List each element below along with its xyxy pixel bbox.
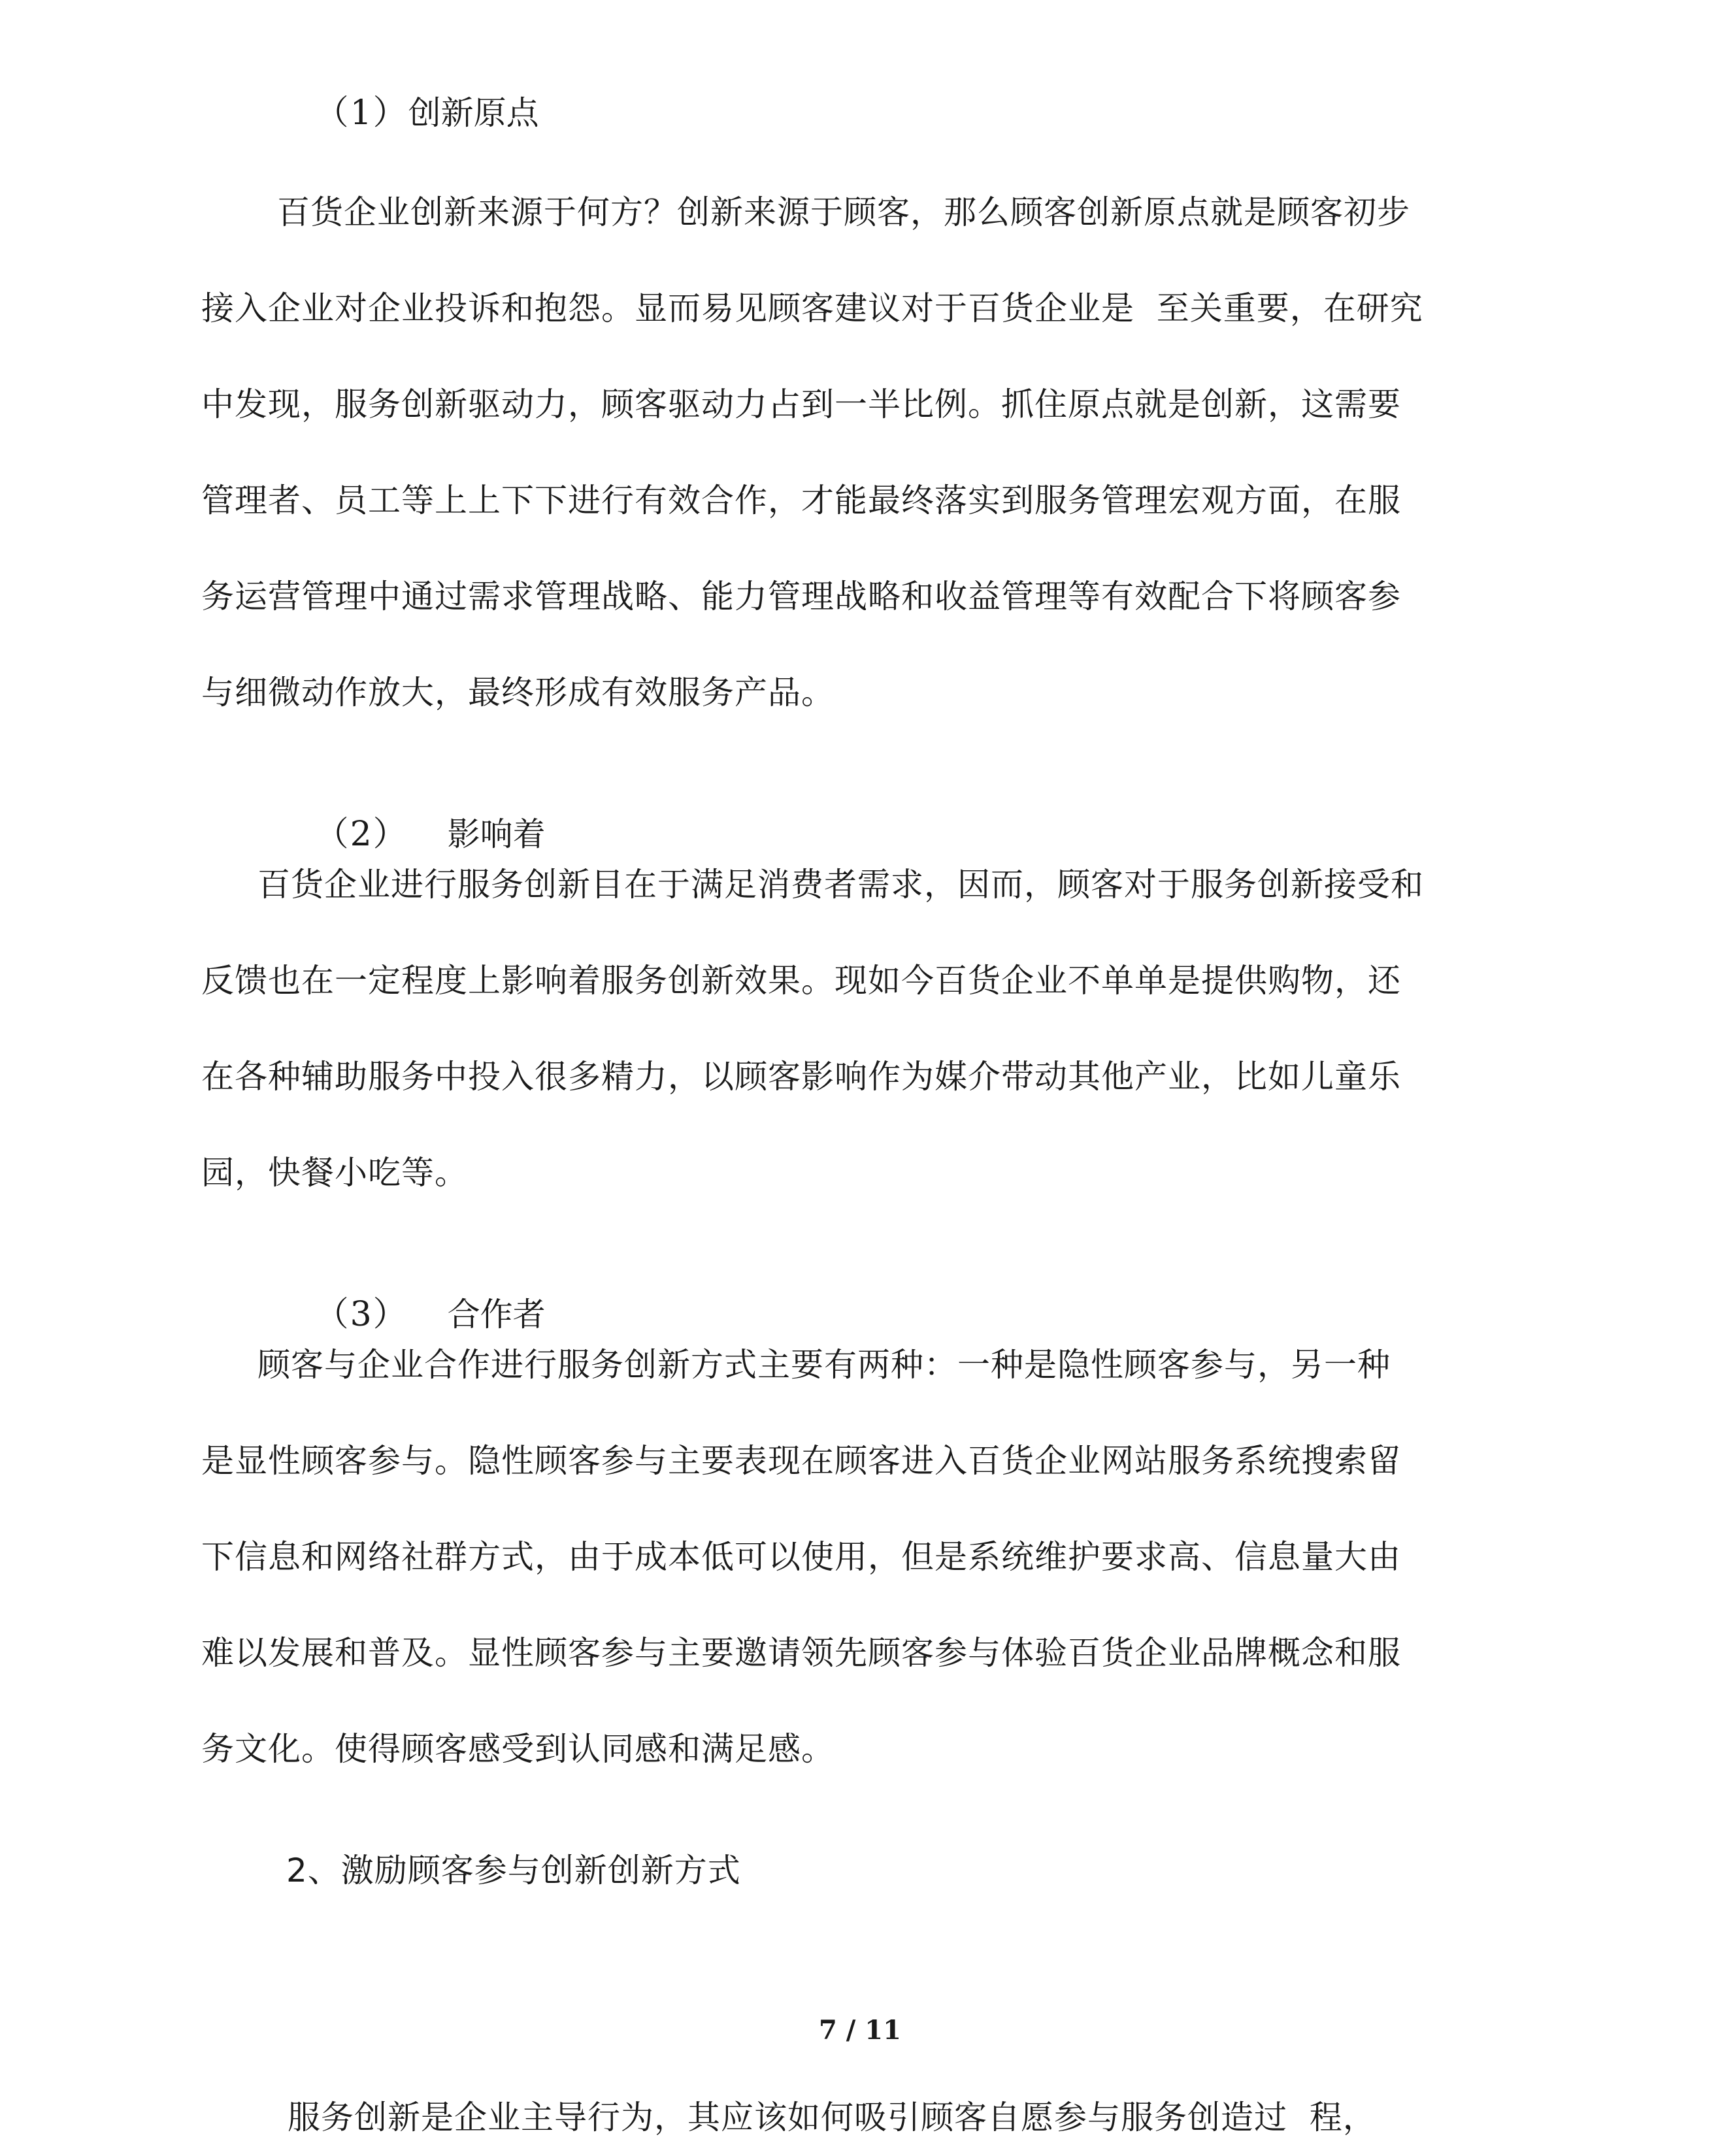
paragraph-line: 与细微动作放大，最终形成有效服务产品。 bbox=[201, 674, 835, 711]
paragraph-line: 服务创新是企业主导行为，其应该如何吸引顾客自愿参与服务创造过 程， bbox=[288, 2099, 1376, 2136]
section-title-2: 影响着 bbox=[447, 815, 546, 853]
page-number: 7 / 11 bbox=[819, 2015, 901, 2046]
section-heading-1 bbox=[273, 44, 539, 182]
section-title-1: 创新原点 bbox=[408, 94, 539, 132]
paragraph-line: 中发现，服务创新驱动力，顾客驱动力占到一半比例。抓住原点就是创新，这需要 bbox=[201, 385, 1401, 423]
paragraph-line: 管理者、员工等上上下下进行有效合作，才能最终落实到服务管理宏观方面，在服 bbox=[201, 482, 1401, 519]
paragraph-line: 在各种辅助服务中投入很多精力，以顾客影响作为媒介带动其他产业，比如儿童乐 bbox=[201, 1058, 1401, 1096]
paragraph-line: 接入企业对企业投诉和抱怨。显而易见顾客建议对于百货企业是 至关重要，在研究 bbox=[201, 289, 1423, 327]
paragraph-line: 是显性顾客参与。隐性顾客参与主要表现在顾客进入百货企业网站服务系统搜索留 bbox=[201, 1442, 1401, 1480]
paragraph-line: 务文化。使得顾客感受到认同感和满足感。 bbox=[201, 1730, 835, 1768]
paragraph-line: 顾客与企业合作进行服务创新方式主要有两种：一种是隐性顾客参与，另一种 bbox=[257, 1346, 1391, 1384]
paragraph-line: 反馈也在一定程度上影响着服务创新效果。现如今百货企业不单单是提供购物，还 bbox=[201, 962, 1401, 1000]
paragraph-line: 园，快餐小吃等。 bbox=[201, 1154, 468, 1192]
subheading: 2、激励顾客参与创新创新方式 bbox=[286, 1852, 741, 1889]
section-number-1: （1） bbox=[314, 93, 408, 133]
paragraph-line: 务运营管理中通过需求管理战略、能力管理战略和收益管理等有效配合下将顾客参 bbox=[201, 578, 1401, 615]
section-number-2: （2） bbox=[314, 815, 408, 854]
section-title-3: 合作者 bbox=[447, 1296, 546, 1333]
paragraph-line: 下信息和网络社群方式，由于成本低可以使用，但是系统维护要求高、信息量大由 bbox=[201, 1538, 1401, 1576]
paragraph-line: 百货企业创新来源于何方？创新来源于顾客，那么顾客创新原点就是顾客初步 bbox=[277, 193, 1410, 231]
section-number-3: （3） bbox=[314, 1295, 408, 1334]
paragraph-line: 百货企业进行服务创新目在于满足消费者需求，因而，顾客对于服务创新接受和 bbox=[257, 866, 1424, 904]
paragraph-line: 难以发展和普及。显性顾客参与主要邀请领先顾客参与体验百货企业品牌概念和服 bbox=[201, 1634, 1401, 1672]
